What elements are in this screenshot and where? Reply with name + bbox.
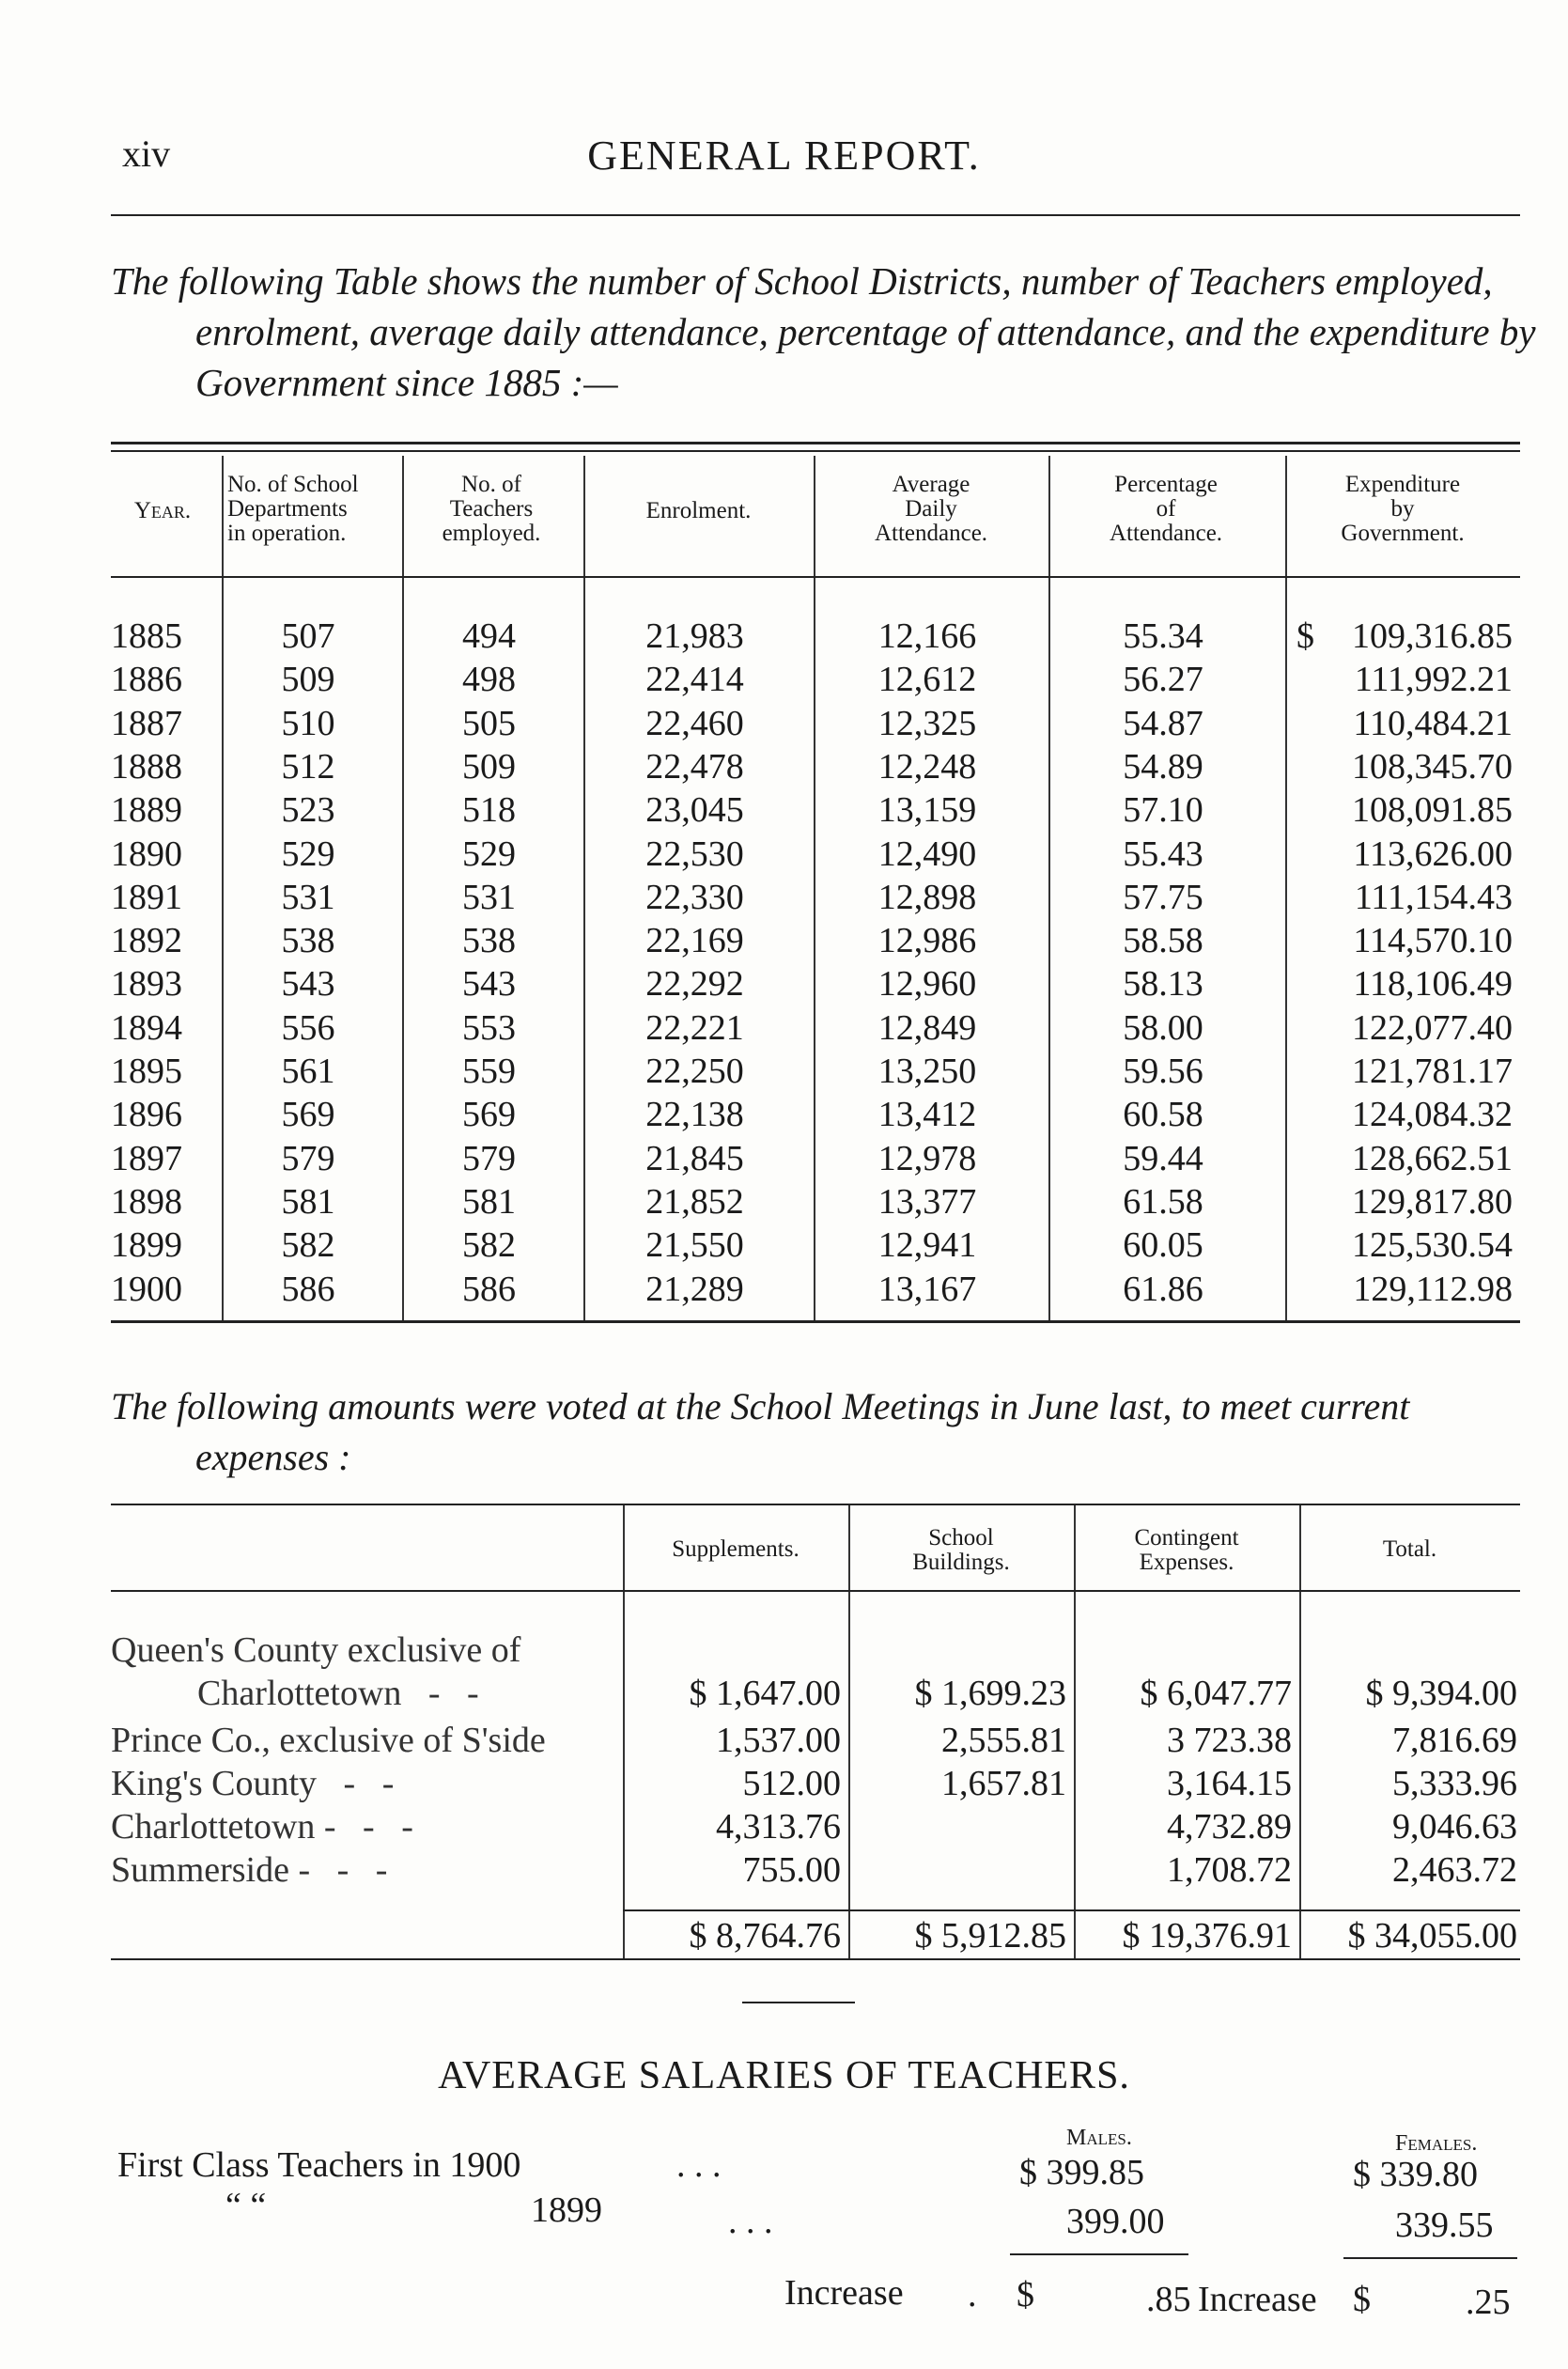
table-row	[111, 703, 1520, 746]
table-cell: 586	[462, 1269, 516, 1309]
cell-supplements: 1,537.00	[716, 1721, 841, 1760]
table-cell: 22,221	[645, 1007, 744, 1048]
table-cell: 121,781.17	[1352, 1052, 1513, 1091]
table-cell: 118,106.49	[1353, 964, 1513, 1005]
table-cell: 531	[462, 877, 516, 917]
males-header: Males.	[1066, 2126, 1132, 2150]
table-cell: 21,852	[645, 1181, 744, 1222]
header-contingent: Contingent Expenses.	[1134, 1525, 1239, 1575]
table-cell: 12,166	[877, 616, 977, 656]
table-cell: 55.43	[1123, 834, 1203, 874]
table-cell: 59.56	[1123, 1052, 1203, 1091]
table-cell: 569	[281, 1095, 335, 1135]
cell-contingent: 4,732.89	[1167, 1807, 1292, 1847]
table-cell: 510	[281, 703, 335, 743]
salary-1900-males: $ 399.85	[1019, 2153, 1144, 2192]
intro-paragraph: The following Table shows the number of School Districts, number of Teachers employed, enrolment, average daily attendance, percentage of attendance, and the expenditure by Government since 1885 :—	[111, 259, 1536, 404]
increase-males: .85	[1146, 2280, 1191, 2319]
increase-females: .25	[1466, 2283, 1511, 2322]
table-cell: 1888	[111, 746, 182, 787]
table-cell: 1886	[111, 660, 182, 700]
table-cell: 543	[462, 964, 516, 1005]
table-cell: 58.58	[1123, 921, 1203, 961]
table-cell: 111,154.43	[1354, 877, 1513, 917]
page-title: GENERAL REPORT.	[587, 132, 981, 179]
table-cell: 58.00	[1123, 1007, 1203, 1048]
table-cell: 54.87	[1123, 703, 1203, 743]
table-cell: 12,490	[877, 834, 977, 874]
table-cell: 582	[462, 1225, 516, 1266]
table-row	[111, 1007, 1520, 1051]
row-label: Charlottetown - - -	[111, 1807, 413, 1847]
increase-label-females: Increase	[1198, 2280, 1317, 2319]
total-buildings: $ 5,912.85	[914, 1916, 1066, 1956]
table-row	[111, 963, 1520, 1006]
totals-row	[111, 1915, 1520, 1958]
females-sum-rule	[1343, 2257, 1517, 2259]
total-total: $ 34,055.00	[1347, 1916, 1517, 1956]
table-cell: 60.05	[1123, 1225, 1203, 1266]
table-cell: 22,169	[645, 921, 744, 961]
table-cell: 494	[462, 616, 516, 656]
cell-buildings: 2,555.81	[941, 1721, 1066, 1760]
salaries-title: AVERAGE SALARIES OF TEACHERS.	[438, 2054, 1130, 2097]
table-cell: 13,159	[877, 790, 977, 831]
table-cell: 529	[281, 834, 335, 874]
table-cell: 13,377	[877, 1181, 977, 1222]
salary-1900-females: $ 339.80	[1353, 2155, 1478, 2194]
row-label: Queen's County exclusive of	[111, 1630, 521, 1670]
table-cell: 505	[462, 703, 516, 743]
header-teachers: No. of Teachers employed.	[442, 472, 541, 546]
cell-contingent: 3 723.38	[1167, 1721, 1292, 1760]
row-label: King's County - -	[111, 1764, 395, 1803]
total-contingent: $ 19,376.91	[1122, 1916, 1292, 1956]
cell-supplements: 755.00	[742, 1850, 841, 1890]
table-cell: 22,292	[645, 964, 744, 1005]
table2-header	[111, 1504, 1520, 1592]
table-cell: 12,941	[877, 1225, 977, 1266]
row-label: Charlottetown - -	[197, 1674, 479, 1713]
table2-body	[111, 1592, 1520, 1960]
voted-amounts-paragraph: The following amounts were voted at the School Meetings in June last, to meet current expenses :	[111, 1385, 1410, 1478]
table-row	[111, 1763, 1520, 1806]
table-cell: 60.58	[1123, 1095, 1203, 1135]
table-cell: 55.34	[1123, 616, 1203, 656]
table-cell: 22,530	[645, 834, 744, 874]
table-cell: 57.10	[1123, 790, 1203, 831]
increase-females-dollar: $	[1353, 2280, 1371, 2319]
table-row	[111, 1806, 1520, 1849]
table-cell: 21,550	[645, 1225, 744, 1266]
table-cell: 509	[462, 746, 516, 787]
table-cell: 21,289	[645, 1269, 744, 1309]
table-cell: 579	[281, 1138, 335, 1178]
table-cell: 114,570.10	[1353, 921, 1513, 961]
table-cell: 111,992.21	[1354, 660, 1513, 700]
table-cell: 1894	[111, 1007, 182, 1048]
table1-header	[111, 442, 1520, 578]
table-cell: 125,530.54	[1352, 1225, 1513, 1266]
table-cell: 124,084.32	[1352, 1095, 1513, 1135]
header-rule	[111, 214, 1520, 216]
table-cell: 543	[281, 964, 335, 1005]
section-divider	[742, 2002, 855, 2003]
cell-total: 9,046.63	[1392, 1807, 1517, 1847]
table-cell: 22,330	[645, 877, 744, 917]
table-cell: 1900	[111, 1269, 182, 1309]
table-cell: 54.89	[1123, 746, 1203, 787]
table-cell: 561	[281, 1052, 335, 1091]
table-row	[111, 1138, 1520, 1181]
page-number: xiv	[122, 132, 171, 175]
table-cell: 21,983	[645, 616, 744, 656]
row-label: Prince Co., exclusive of S'side	[111, 1721, 546, 1760]
cell-supplements: $ 1,647.00	[689, 1674, 841, 1713]
table-cell: 122,077.40	[1352, 1007, 1513, 1048]
table-cell: 12,960	[877, 964, 977, 1005]
table-cell: 22,414	[645, 660, 744, 700]
table-cell: 13,412	[877, 1095, 977, 1135]
table-cell: 109,316.85	[1352, 616, 1513, 656]
table-row	[111, 1224, 1520, 1268]
cell-supplements: 512.00	[742, 1764, 841, 1803]
table-cell: 529	[462, 834, 516, 874]
dollar-sign: $	[1296, 616, 1314, 656]
cell-contingent: 3,164.15	[1167, 1764, 1292, 1803]
table-row	[111, 1720, 1520, 1763]
table-row	[111, 1181, 1520, 1224]
table-cell: 582	[281, 1225, 335, 1266]
table-cell: 129,112.98	[1353, 1269, 1513, 1309]
table-cell: 13,167	[877, 1269, 977, 1309]
voted-amounts-table	[111, 1504, 1520, 1960]
table-cell: 58.13	[1123, 964, 1203, 1005]
table-cell: 498	[462, 660, 516, 700]
table-cell: 586	[281, 1269, 335, 1309]
table-cell: 12,325	[877, 703, 977, 743]
header-expenditure: Expenditure by Government.	[1341, 472, 1465, 546]
increase-males-dollar: $	[1017, 2275, 1034, 2314]
table-cell: 1889	[111, 790, 182, 831]
males-sum-rule	[1010, 2253, 1188, 2255]
table-row	[111, 1269, 1520, 1312]
table-cell: 553	[462, 1007, 516, 1048]
cell-supplements: 4,313.76	[716, 1807, 841, 1847]
salary-row-1899-dots: . . .	[728, 2202, 773, 2241]
table-cell: 12,849	[877, 1007, 977, 1048]
table-cell: 23,045	[645, 790, 744, 831]
table-cell: 1887	[111, 703, 182, 743]
table-cell: 507	[281, 616, 335, 656]
table-cell: 21,845	[645, 1138, 744, 1178]
table-row	[111, 616, 1520, 659]
table-row	[111, 746, 1520, 789]
table-cell: 56.27	[1123, 660, 1203, 700]
header-supplements: Supplements.	[672, 1536, 800, 1562]
table-cell: 128,662.51	[1352, 1138, 1513, 1178]
ditto-marks: “ “	[225, 2186, 267, 2225]
table-cell: 518	[462, 790, 516, 831]
table-cell: 1895	[111, 1052, 182, 1091]
table-cell: 579	[462, 1138, 516, 1178]
salary-row-1900-dots: . . .	[676, 2145, 722, 2185]
table-cell: 1892	[111, 921, 182, 961]
table-row	[111, 834, 1520, 877]
table-cell: 581	[462, 1181, 516, 1222]
table-cell: 113,626.00	[1353, 834, 1513, 874]
cell-total: 5,333.96	[1392, 1764, 1517, 1803]
table-cell: 22,138	[645, 1095, 744, 1135]
table-cell: 559	[462, 1052, 516, 1091]
table-row	[111, 789, 1520, 833]
table-cell: 1891	[111, 877, 182, 917]
header-departments: No. of School Departments in operation.	[227, 472, 359, 546]
table-cell: 512	[281, 746, 335, 787]
salary-1899-males: 399.00	[1066, 2202, 1165, 2241]
cell-contingent: 1,708.72	[1167, 1850, 1292, 1890]
cell-total: 7,816.69	[1392, 1721, 1517, 1760]
cell-buildings: 1,657.81	[941, 1764, 1066, 1803]
table-cell: 13,250	[877, 1052, 977, 1091]
cell-total: 2,463.72	[1392, 1850, 1517, 1890]
table-cell: 129,817.80	[1352, 1181, 1513, 1222]
header-percentage: Percentage of Attendance.	[1109, 472, 1223, 546]
table-row	[111, 1094, 1520, 1137]
table-cell: 523	[281, 790, 335, 831]
table-cell: 569	[462, 1095, 516, 1135]
table-cell: 538	[462, 921, 516, 961]
salary-row-1900-label: First Class Teachers in 1900	[117, 2145, 521, 2185]
table-cell: 1893	[111, 964, 182, 1005]
table-row	[111, 1629, 1520, 1713]
females-header: Females.	[1395, 2131, 1478, 2156]
table-cell: 12,248	[877, 746, 977, 787]
table-row	[111, 659, 1520, 702]
header-enrolment: Enrolment.	[645, 498, 752, 523]
table-row	[111, 1849, 1520, 1893]
table-row	[111, 920, 1520, 963]
header-buildings: School Buildings.	[912, 1525, 1010, 1575]
table-cell: 12,898	[877, 877, 977, 917]
table-cell: 59.44	[1123, 1138, 1203, 1178]
table-row	[111, 1051, 1520, 1094]
table-cell: 556	[281, 1007, 335, 1048]
cell-total: $ 9,394.00	[1365, 1674, 1517, 1713]
table-cell: 531	[281, 877, 335, 917]
table-cell: 1899	[111, 1225, 182, 1266]
salary-row-1899-label: 1899	[531, 2190, 602, 2230]
table-cell: 1885	[111, 616, 182, 656]
table-cell: 57.75	[1123, 877, 1203, 917]
table-cell: 12,986	[877, 921, 977, 961]
salary-1899-females: 339.55	[1395, 2205, 1494, 2245]
row-label: Summerside - - -	[111, 1850, 388, 1890]
header-year: Year.	[133, 498, 192, 523]
school-statistics-table	[111, 442, 1520, 1323]
table-cell: 1890	[111, 834, 182, 874]
table-cell: 12,612	[877, 660, 977, 700]
total-supplements: $ 8,764.76	[689, 1916, 841, 1956]
table-cell: 22,478	[645, 746, 744, 787]
table-cell: 538	[281, 921, 335, 961]
table-cell: 110,484.21	[1353, 703, 1513, 743]
table1-body	[111, 578, 1520, 1320]
header-average: Average Daily Attendance.	[874, 472, 988, 546]
table-cell: 1897	[111, 1138, 182, 1178]
table-cell: 61.86	[1123, 1269, 1203, 1309]
table-cell: 509	[281, 660, 335, 700]
table-cell: 1898	[111, 1181, 182, 1222]
increase-dot: .	[968, 2275, 977, 2314]
increase-label-males: Increase	[784, 2273, 904, 2313]
table-cell: 581	[281, 1181, 335, 1222]
table-cell: 12,978	[877, 1138, 977, 1178]
table-cell: 61.58	[1123, 1181, 1203, 1222]
table-cell: 22,250	[645, 1052, 744, 1091]
table-cell: 108,091.85	[1352, 790, 1513, 831]
table-cell: 22,460	[645, 703, 744, 743]
table-row	[111, 877, 1520, 920]
table-cell: 108,345.70	[1352, 746, 1513, 787]
header-total: Total.	[1382, 1536, 1437, 1562]
table-cell: 1896	[111, 1095, 182, 1135]
cell-contingent: $ 6,047.77	[1140, 1674, 1292, 1713]
cell-buildings: $ 1,699.23	[914, 1674, 1066, 1713]
